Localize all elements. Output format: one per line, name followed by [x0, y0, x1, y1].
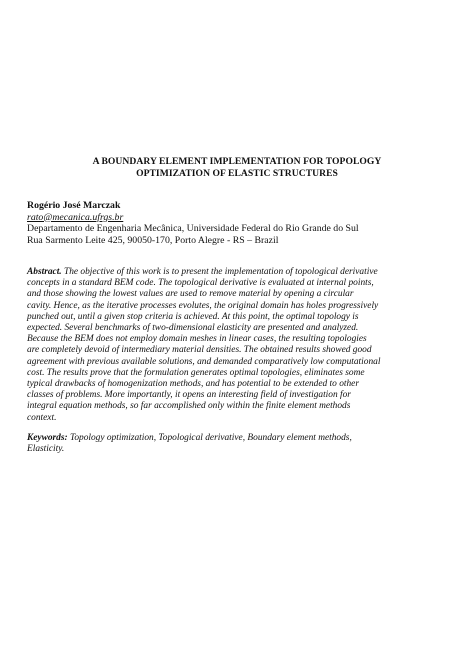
abstract-line: cost. The results prove that the formulation generates optimal topologies, eliminates some — [27, 367, 365, 378]
abstract-line: context. — [27, 412, 57, 423]
abstract-line: expected. Several benchmarks of two-dimensional elasticity are presented and analyzed. — [27, 323, 359, 334]
abstract-line: classes of problems. More importantly, it opens an interesting field of investigation for — [27, 390, 351, 401]
abstract-line — [27, 267, 447, 278]
abstract-label: Abstract. — [27, 267, 62, 277]
keywords-label: Keywords: — [27, 433, 68, 443]
abstract-line: agreement with previous available solutions, and demanded comparatively low computational — [27, 356, 381, 367]
keywords-line — [27, 433, 447, 444]
abstract-line: Because the BEM does not employ domain meshes in linear cases, the resulting topologies — [27, 334, 367, 345]
author-affiliation: Departamento de Engenharia Mecânica, Universidade Federal do Rio Grande do Sul — [27, 223, 359, 235]
abstract-text: The objective of this work is to present the implementation of topological derivative — [61, 267, 378, 277]
author-address: Rua Sarmento Leite 425, 90050-170, Porto Alegre - RS – Brazil — [27, 234, 279, 246]
abstract-line: typical drawbacks of homogenization methods, and has potential to be extended to other — [27, 379, 359, 390]
abstract-line: concepts in a standard BEM code. The topological derivative is evaluated at internal points, — [27, 278, 374, 289]
abstract-line: cavity. Hence, as the iterative processes evolutes, the original domain has holes progressively — [27, 300, 379, 311]
abstract-line: integral equation methods, so far accomplished only within the finite element methods — [27, 401, 351, 412]
author-email-link[interactable]: rato@mecanica.ufrgs.br — [27, 211, 124, 223]
keywords-line: Elasticity. — [27, 444, 65, 455]
abstract-line: punched out, until a given stop criteria is achieved. At this point, the optimal topology is — [27, 311, 359, 322]
keywords-text: Topology optimization, Topological derivative, Boundary element methods, — [67, 433, 352, 443]
author-name: Rogério José Marczak — [27, 200, 121, 211]
abstract-line: are completely devoid of intermediary material densities. The obtained results showed good — [27, 345, 372, 356]
keywords — [27, 433, 447, 455]
title-line-2: OPTIMIZATION OF ELASTIC STRUCTURES — [136, 168, 338, 179]
abstract-line: and those showing the lowest values are used to remove material by opening a circular — [27, 289, 354, 300]
paper-title — [40, 156, 434, 180]
title-line-1: A BOUNDARY ELEMENT IMPLEMENTATION FOR TOPOLOGY — [92, 156, 382, 167]
abstract — [27, 267, 447, 424]
author-block — [27, 200, 359, 246]
